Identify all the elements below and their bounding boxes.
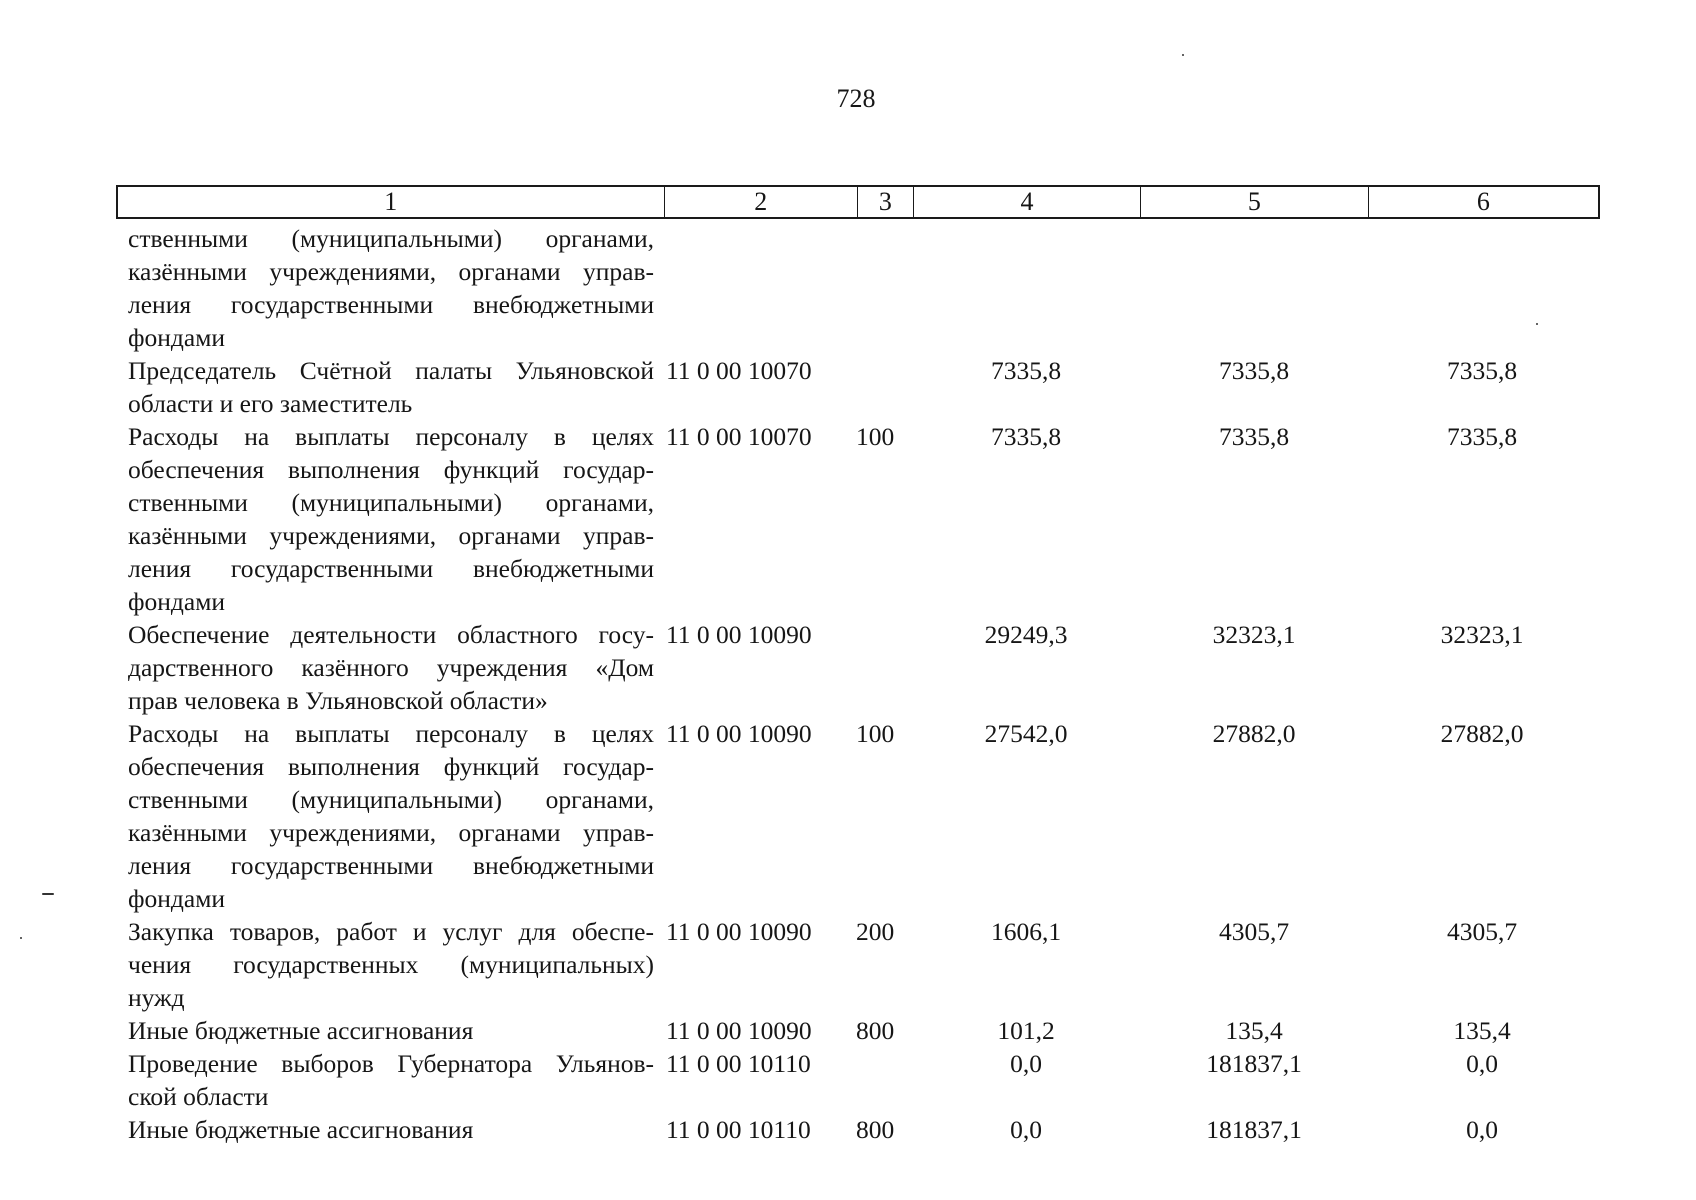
- description-line: нужд: [128, 983, 185, 1012]
- value-col-4: 7335,8: [990, 356, 1062, 385]
- row-description: [128, 1014, 654, 1047]
- scan-speck: [1182, 54, 1184, 56]
- column-header-3: 3: [858, 187, 914, 217]
- description-line: ления государственными внебюджетными: [128, 851, 654, 880]
- row-description: [128, 1047, 654, 1113]
- value-col-6: 135,4: [1453, 1016, 1511, 1045]
- column-header-6: 6: [1476, 187, 1490, 216]
- value-col-6: 7335,8: [1446, 356, 1518, 385]
- target-article-code: 11 0 00 10090: [666, 1016, 812, 1045]
- table-body: [128, 222, 1600, 1146]
- row-description: [128, 222, 654, 354]
- target-article-code: 11 0 00 10070: [666, 422, 812, 451]
- value-col-5: 181837,1: [1206, 1049, 1302, 1078]
- value-col-6: 32323,1: [1440, 620, 1524, 649]
- description-line: Иные бюджетные ассигнования: [128, 1115, 474, 1144]
- table-row: [128, 717, 1600, 915]
- row-description: [128, 1113, 654, 1146]
- value-col-5: 7335,8: [1218, 422, 1290, 451]
- description-line: дарственного казённого учреждения «Дом: [128, 653, 654, 682]
- table-row: [128, 1014, 1600, 1047]
- description-line: Обеспечение деятельности областного госу-: [128, 620, 654, 649]
- value-col-5: 27882,0: [1212, 719, 1296, 748]
- description-line: обеспечения выполнения функций государ-: [128, 752, 654, 781]
- expense-type-code: 100: [856, 422, 895, 451]
- description-line: ственными (муниципальными) органами,: [128, 488, 654, 517]
- description-line: фондами: [128, 323, 225, 352]
- value-col-4: 27542,0: [984, 719, 1068, 748]
- description-line: ственными (муниципальными) органами,: [128, 785, 654, 814]
- target-article-code: 11 0 00 10090: [666, 917, 812, 946]
- expense-type-code: 800: [856, 1016, 895, 1045]
- value-col-4: 101,2: [997, 1016, 1055, 1045]
- value-col-5: 135,4: [1225, 1016, 1283, 1045]
- column-header-4: 4: [914, 187, 1141, 217]
- description-line: ления государственными внебюджетными: [128, 554, 654, 583]
- description-line: Иные бюджетные ассигнования: [128, 1016, 474, 1045]
- description-line: чения государственных (муниципальных): [128, 950, 654, 979]
- column-header-1: 1: [118, 187, 665, 217]
- value-col-6: 7335,8: [1446, 422, 1518, 451]
- description-line: Закупка товаров, работ и услуг для обеспе-: [128, 917, 654, 946]
- value-col-6: 0,0: [1466, 1115, 1498, 1144]
- row-description: [128, 915, 654, 1014]
- table-row: [128, 420, 1600, 618]
- description-line: фондами: [128, 884, 225, 913]
- table-header-row: [116, 185, 1600, 219]
- value-col-5: 7335,8: [1218, 356, 1290, 385]
- description-line: ской области: [128, 1082, 269, 1111]
- value-col-4: 29249,3: [984, 620, 1068, 649]
- value-col-5: 32323,1: [1212, 620, 1296, 649]
- value-col-5: 4305,7: [1218, 917, 1290, 946]
- description-line: обеспечения выполнения функций государ-: [128, 455, 654, 484]
- value-col-4: 7335,8: [990, 422, 1062, 451]
- scan-speck: [20, 937, 22, 939]
- value-col-4: 1606,1: [990, 917, 1062, 946]
- description-line: фондами: [128, 587, 225, 616]
- table-row: [128, 222, 1600, 354]
- target-article-code: 11 0 00 10110: [666, 1049, 811, 1078]
- column-header-5: 5: [1141, 187, 1368, 217]
- value-col-5: 181837,1: [1206, 1115, 1302, 1144]
- value-col-4: 0,0: [1010, 1115, 1042, 1144]
- value-col-6: 0,0: [1466, 1049, 1498, 1078]
- value-col-6: 27882,0: [1440, 719, 1524, 748]
- table-row: [128, 354, 1600, 420]
- column-header-2: 2: [665, 187, 858, 217]
- row-description: [128, 354, 654, 420]
- expense-type-code: 100: [856, 719, 895, 748]
- value-col-4: 0,0: [1010, 1049, 1042, 1078]
- description-line: Проведение выборов Губернатора Ульянов-: [128, 1049, 654, 1078]
- target-article-code: 11 0 00 10070: [666, 356, 812, 385]
- expense-type-code: 200: [856, 917, 895, 946]
- table-row: [128, 618, 1600, 717]
- description-line: ственными (муниципальными) органами,: [128, 224, 654, 253]
- target-article-code: 11 0 00 10090: [666, 620, 812, 649]
- page-number: 728: [836, 84, 876, 113]
- description-line: области и его заместитель: [128, 389, 413, 418]
- description-line: казёнными учреждениями, органами управ-: [128, 257, 654, 286]
- row-description: [128, 717, 654, 915]
- description-line: Председатель Счётной палаты Ульяновской: [128, 356, 654, 385]
- row-description: [128, 420, 654, 618]
- table-row: [128, 1047, 1600, 1113]
- description-line: Расходы на выплаты персоналу в целях: [128, 422, 654, 451]
- description-line: казёнными учреждениями, органами управ-: [128, 521, 654, 550]
- target-article-code: 11 0 00 10090: [666, 719, 812, 748]
- description-line: прав человека в Ульяновской области»: [128, 686, 548, 715]
- table-row: [128, 1113, 1600, 1146]
- scan-speck: [42, 893, 54, 895]
- row-description: [128, 618, 654, 717]
- description-line: казёнными учреждениями, органами управ-: [128, 818, 654, 847]
- table-row: [128, 915, 1600, 1014]
- target-article-code: 11 0 00 10110: [666, 1115, 811, 1144]
- description-line: ления государственными внебюджетными: [128, 290, 654, 319]
- value-col-6: 4305,7: [1446, 917, 1518, 946]
- expense-type-code: 800: [856, 1115, 895, 1144]
- description-line: Расходы на выплаты персоналу в целях: [128, 719, 654, 748]
